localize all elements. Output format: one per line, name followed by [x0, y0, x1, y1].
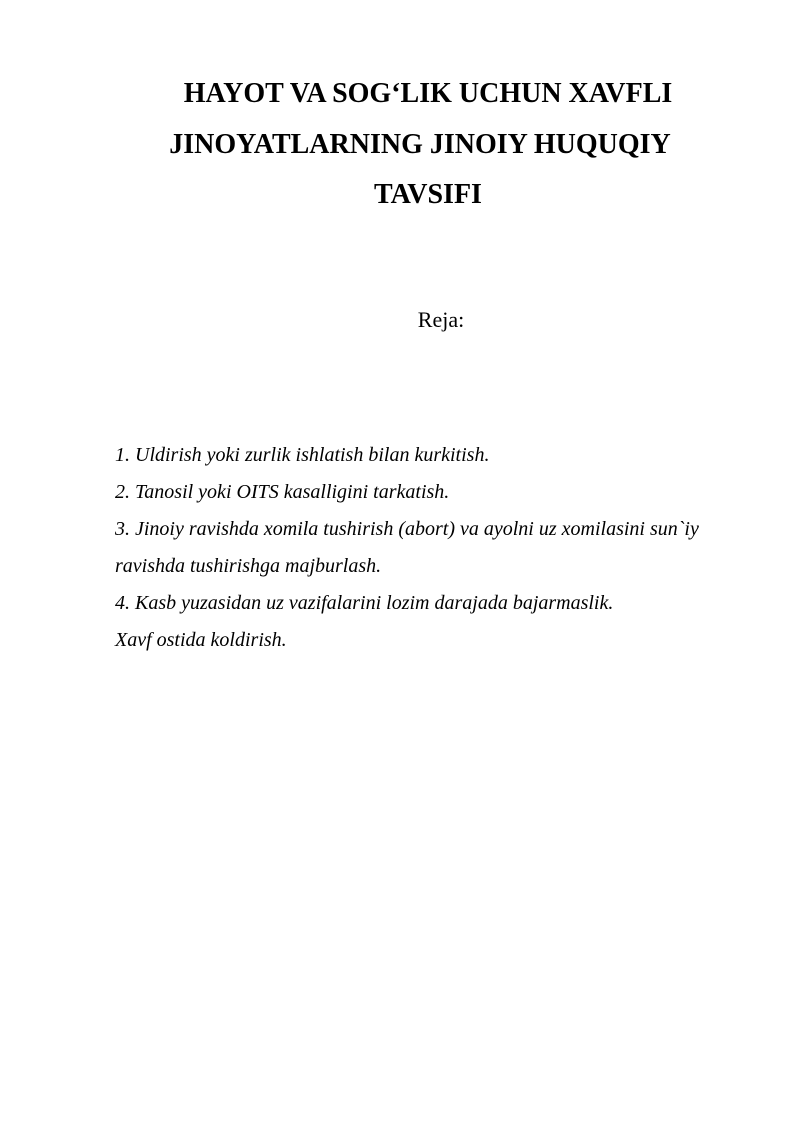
document-title-line-3: TAVSIFI — [374, 179, 482, 210]
document-title-line-1: HAYOT VA SOG‘LIK UCHUN XAVFLI — [183, 78, 673, 109]
plan-item-3-line-1: 3. Jinoiy ravishda xomila tushirish (abort) va ayolni uz xomilasini sun`iy — [115, 518, 699, 540]
document-title-line-2: JINOYATLARNING JINOIY HUQUQIY — [169, 129, 671, 160]
plan-item-2: 2. Tanosil yoki OITS kasalligini tarkatish. — [115, 481, 450, 503]
plan-item-3-line-2: ravishda tushirishga majburlash. — [115, 555, 382, 577]
plan-item-5: Xavf ostida koldirish. — [115, 629, 287, 651]
plan-heading: Reja: — [417, 307, 465, 332]
plan-item-1: 1. Uldirish yoki zurlik ishlatish bilan kurkitish. — [115, 444, 490, 466]
plan-item-4: 4. Kasb yuzasidan uz vazifalarini lozim darajada bajarmaslik. — [115, 592, 614, 614]
